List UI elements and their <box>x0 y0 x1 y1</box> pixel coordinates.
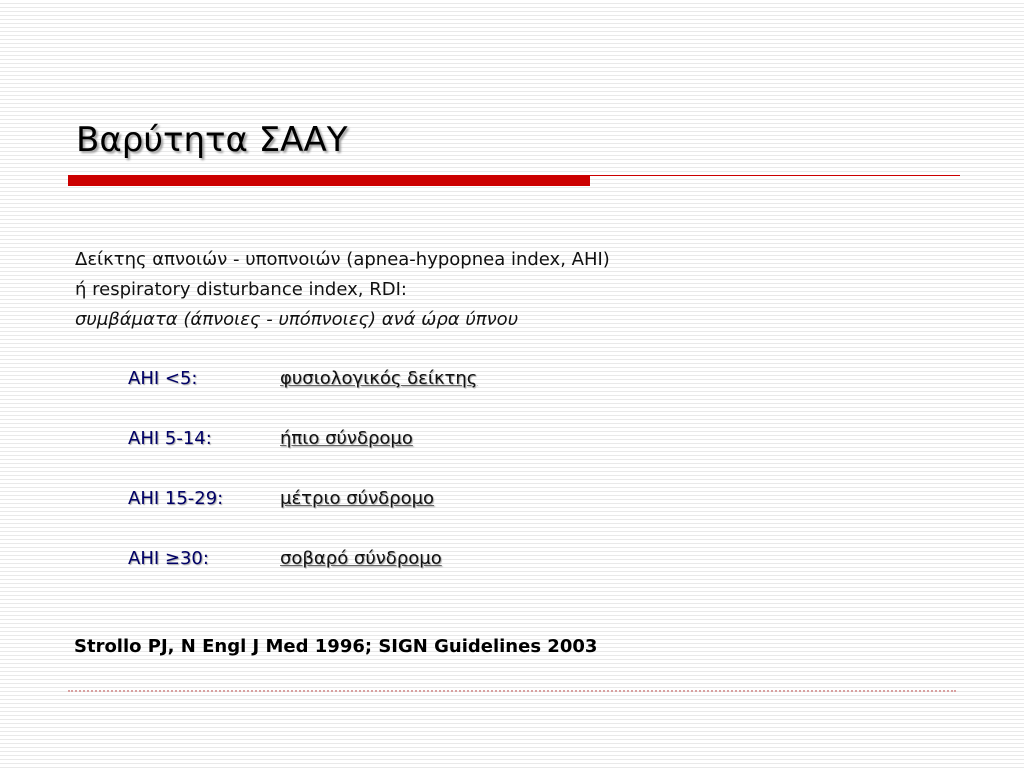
intro-text <box>75 245 610 335</box>
intro-line-3: συμβάματα (άπνοιες - υπόπνοιες) ανά ώρα ύπνου <box>75 309 519 330</box>
ahi-label: AHI ≥30: <box>128 548 209 569</box>
ahi-row-severe <box>128 546 442 572</box>
ahi-label: AHI <5: <box>128 368 198 389</box>
ahi-row-normal <box>128 366 477 392</box>
ahi-description: σοβαρό σύνδρομο <box>280 548 442 569</box>
title-underline-line <box>590 175 960 176</box>
intro-line-2: ή respiratory disturbance index, RDI: <box>75 279 407 300</box>
title-underline-bar <box>68 175 590 186</box>
slide-title: Βαρύτητα ΣΑΑΥ <box>76 120 348 160</box>
reference-citation: Strollo PJ, N Engl J Med 1996; SIGN Guidelines 2003 <box>74 636 598 657</box>
ahi-row-mild <box>128 426 413 452</box>
ahi-row-moderate <box>128 486 434 512</box>
ahi-description: φυσιολογικός δείκτης <box>280 368 478 389</box>
ahi-description: μέτριο σύνδρομο <box>280 488 435 509</box>
ahi-label: AHI 5-14: <box>128 428 212 449</box>
ahi-description: ήπιο σύνδρομο <box>280 428 413 449</box>
footer-divider <box>68 690 956 692</box>
ahi-label: AHI 15-29: <box>128 488 224 509</box>
intro-line-1: Δείκτης απνοιών - υποπνοιών (apnea-hypopnea index, AHI) <box>75 249 610 270</box>
